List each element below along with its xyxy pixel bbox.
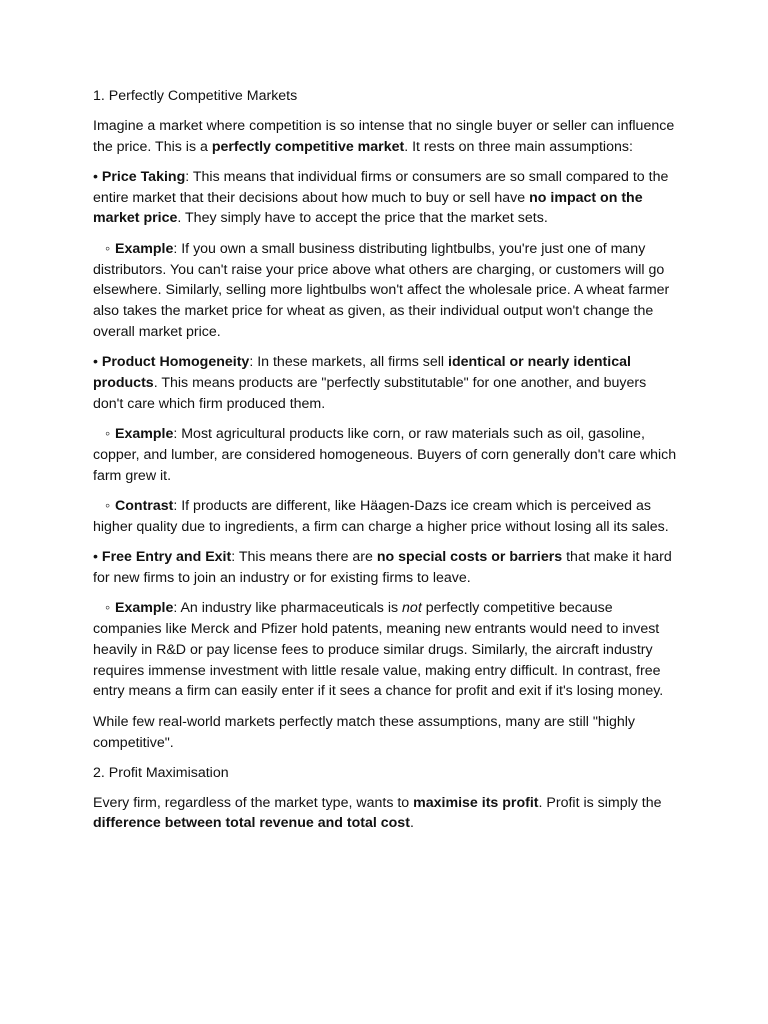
sub-bullet-marker: ◦ <box>105 240 111 257</box>
bold-text-run: identical or nearly identical products <box>93 354 631 392</box>
bold-text-run: Free Entry and Exit <box>101 549 232 566</box>
profit-paragraph <box>93 793 679 835</box>
bold-text-run: Example <box>115 426 174 443</box>
intro-paragraph <box>93 116 679 158</box>
text-run: perfectly competitive because companies like Merck and Pfizer hold patents, meaning new entrants would need to invest heavily in R&D or pay license fees to produce similar drugs. Similarly, the aircraft industry requires immense investment with little resale value, making entry difficult. In contrast, free entry means a firm can easily enter if it sees a chance for profit and exit if it's losing money. <box>93 600 664 700</box>
text-run: Imagine a market where competition is so intense that no single buyer or seller can influence the price. This is a <box>93 117 675 155</box>
text-run: . This means products are "perfectly substitutable" for one another, and buyers don't care which firm produced them. <box>93 375 647 412</box>
section-heading-profit-maximisation <box>93 763 679 784</box>
text-run: : This means there are <box>231 549 377 566</box>
text-run: 2. Profit Maximisation <box>93 764 229 781</box>
bold-text-run: difference between total revenue and total cost <box>93 815 410 832</box>
sub-bullet-marker: ◦ <box>105 600 111 617</box>
free-entry-exit-bullet <box>93 547 679 589</box>
bold-text-run: no special costs or barriers <box>376 549 563 566</box>
text-run: : If products are different, like Häagen-Dazs ice cream which is perceived as higher quality due to ingredients, a firm can charge a higher price without losing all its sales. <box>93 498 669 535</box>
text-run: : In these markets, all firms sell <box>249 354 449 371</box>
bold-text-run: Price Taking <box>101 168 186 185</box>
text-run: • <box>93 549 102 566</box>
sub-bullet-marker: ◦ <box>105 426 111 443</box>
bold-text-run: no impact on the market price <box>93 189 643 227</box>
text-run: . It rests on three main assumptions: <box>404 138 633 155</box>
bold-text-run: Contrast <box>115 498 174 515</box>
price-taking-example <box>93 239 679 343</box>
price-taking-bullet <box>93 167 679 229</box>
text-run: : Most agricultural products like corn, or raw materials such as oil, gasoline, copper, and lumber, are considered homogeneous. Buyers of corn generally don't care which farm grew it. <box>93 426 677 484</box>
text-run: : If you own a small business distributing lightbulbs, you're just one of many distributors. You can't raise your price above what others are charging, or customers will go elsewhere. Similarly, selling more lightbulbs won't affect the wholesale price. A wheat farmer also takes the market price for wheat as given, as their individual output won't change the overall market price. <box>93 240 670 340</box>
text-run: Every firm, regardless of the market type, wants to <box>93 794 414 811</box>
free-entry-exit-example <box>93 598 679 702</box>
product-homogeneity-contrast <box>93 496 679 538</box>
bold-text-run: Example <box>115 240 174 257</box>
text-run: 1. Perfectly Competitive Markets <box>93 88 298 104</box>
bold-text-run: maximise its profit <box>413 794 539 811</box>
document-page <box>93 86 679 844</box>
text-run: • <box>93 354 102 371</box>
bold-text-run: Product Homogeneity <box>101 354 250 371</box>
text-run: . <box>409 815 414 832</box>
text-run: . Profit is simply the <box>538 794 662 811</box>
product-homogeneity-bullet <box>93 352 679 414</box>
bold-text-run: perfectly competitive market <box>211 138 405 155</box>
text-run: : This means that individual firms or consumers are so small compared to the entire market that their decisions about how much to buy or sell have <box>93 168 669 206</box>
text-run: . They simply have to accept the price that the market sets. <box>177 210 548 227</box>
italic-text-run: not <box>402 600 422 617</box>
text-run: • <box>93 168 102 185</box>
product-homogeneity-example <box>93 424 679 486</box>
highly-competitive-paragraph <box>93 712 679 754</box>
text-run: While few real-world markets perfectly match these assumptions, many are still "highly competitive". <box>93 713 635 751</box>
sub-bullet-marker: ◦ <box>105 498 111 515</box>
bold-text-run: Example <box>115 600 174 617</box>
section-heading-perfect-competition <box>93 86 679 107</box>
text-run: that make it hard for new firms to join an industry or for existing firms to leave. <box>93 549 672 586</box>
text-run: : An industry like pharmaceuticals is <box>173 600 403 617</box>
